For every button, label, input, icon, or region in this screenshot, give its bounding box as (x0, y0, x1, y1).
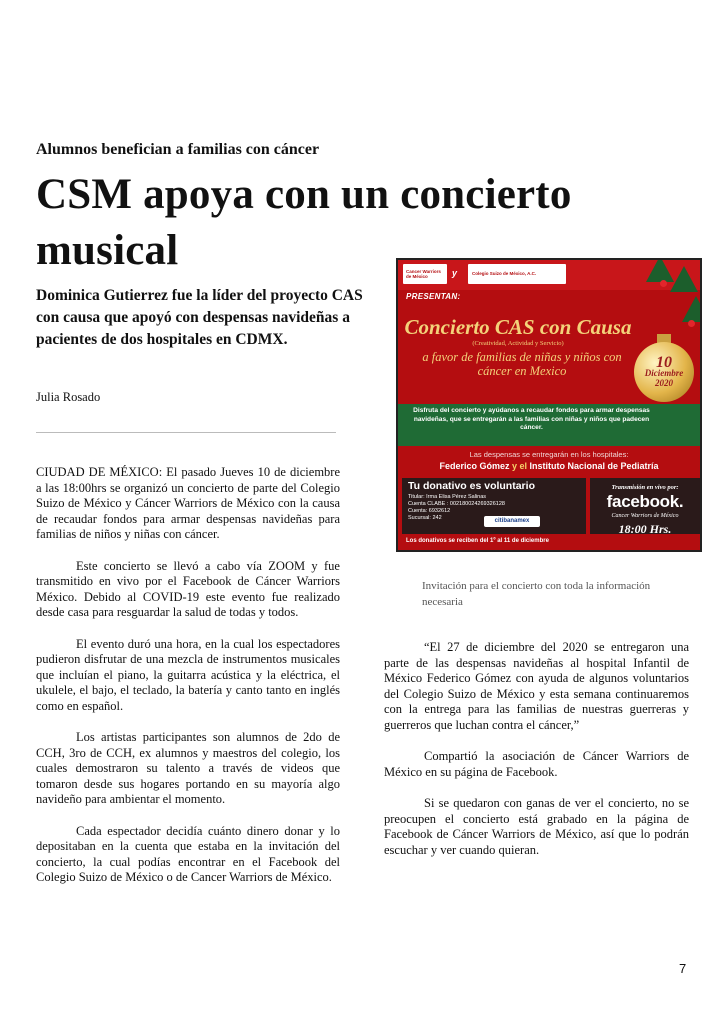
image-caption: Invitación para el concierto con toda la información necesaria (422, 580, 651, 608)
ornament-ball-icon (660, 280, 667, 287)
paragraph: Cada espectador decidía cuánto dinero donar y lo depositaban en la cuenta que estaba en la invitación del concierto, la cual podías encontrar en el Facebook del Colegio Suizo de México o de Cancer Warriors de México. (36, 823, 340, 884)
colegio-suizo-logo: Colegio Suizo de México, A.C. (468, 264, 566, 284)
article-byline: Julia Rosado (36, 390, 101, 404)
flyer-hospitals: Federico Gómez y el Instituto Nacional de Pediatría (439, 461, 659, 471)
cancer-warriors-logo: Cancer Warriors de México (403, 264, 447, 284)
stream-label: Transmisión en vivo por: (611, 484, 679, 491)
flyer-title: Concierto CAS con Causa (404, 315, 632, 339)
flyer-cause: a favor de familias de niñas y niños con cáncer en Mexico (422, 350, 622, 378)
flyer-date (634, 354, 694, 388)
paragraph: El evento duró una hora, en la cual los espectadores pudieron disfrutar de una mezcla de instrumentos musicales que incluían el piano, la guitarra acústica y la eléctrica, el ukulele, el bajo, el teclado, la batería y canto tanto en inglés como en español. (36, 636, 340, 713)
left-column (36, 465, 340, 902)
byline-divider (36, 432, 336, 433)
flyer-subtitle: (Creatividad, Actividad y Servicio) (472, 340, 564, 347)
donation-clabe: Cuenta CLABE : 002180024269326128 (408, 501, 505, 507)
paragraph: Este concierto se llevó a cabo vía ZOOM y fue transmitido en vivo por el Facebook de Cáncer Warriors México. Debido al COVID-19 este evento fue realizado desde casa para resguardar la salud de todas y todos. (36, 558, 340, 619)
article-deck: Dominica Gutierrez fue la líder del proyecto CAS con causa que apoyó con despensas navideñas a pacientes de dos hospitales en CDMX. (36, 287, 363, 348)
paragraph: CIUDAD DE MÉXICO: El pasado Jueves 10 de diciembre a las 18:00hrs se organizó un concierto de parte del Colegio Suizo de México y Cáncer Warriors de México con la causa de recaudar fondos para armar despensas navideñas para familias de niños y niñas con cáncer. (36, 465, 340, 541)
paragraph: Si se quedaron con ganas de ver el concierto, no se preocupen el concierto está grabado en la página de Facebook de Cáncer Warriors de México, así que lo podrán escuchar y ver cuando quieran. (384, 796, 689, 857)
donation-sucursal: Sucursal: 242 (408, 515, 442, 521)
flyer-hospitals-intro: Las despensas se entregarán en los hospitales: (469, 450, 629, 459)
ornament-ball-icon (688, 320, 695, 327)
donation-cuenta: Cuenta: 6932612 (408, 508, 451, 514)
date-day: 10 (656, 354, 672, 371)
citibanamex-logo: citibanamex (484, 516, 540, 527)
donation-title: Tu donativo es voluntario (408, 480, 535, 492)
donation-dates: Los donativos se reciben del 1º al 11 de diciembre (406, 538, 549, 544)
pine-branch-decoration (670, 266, 698, 292)
page-number: 7 (679, 961, 687, 976)
paragraph: “El 27 de diciembre del 2020 se entregaron una parte de las despensas navideñas al hospital Infantil de México Federico Gómez con ayuda de algunos voluntarios del Colegio Suizo de México y esta semana continuaremos con la entrega para las familias de nuestras guerreras y guerreros que luchan contra el cáncer,” (384, 640, 689, 732)
right-column (384, 640, 689, 874)
stream-channel: Cancer Warriors de México (611, 513, 679, 519)
paragraph: Compartió la asociación de Cáncer Warriors de México en su página de Facebook. (384, 749, 689, 779)
flyer-presentan: PRESENTAN: (406, 292, 461, 301)
donation-titular: Titular: Irma Elisa Pérez Salinas (408, 494, 487, 500)
concert-flyer-image (396, 258, 702, 552)
pine-branch-decoration (682, 296, 702, 322)
paragraph: Los artistas participantes son alumnos de 2do de CCH, 3ro de CCH, ex alumnos y maestros del colegio, los cuales demostraron su talento a través de videos que tomaron desde sus hogares portando en su mayoría algo navideño para ambientar el momento. (36, 730, 340, 806)
date-year: 2020 (655, 378, 673, 388)
flyer-invitation-text: Disfruta del concierto y ayúdanos a recaudar fondos para armar despensas navideñas, que se entregarán a las familias con niñas y niños que padecen cáncer. (413, 407, 650, 431)
stream-time: 18:00 Hrs. (618, 522, 672, 536)
facebook-logo: facebook. (606, 492, 684, 511)
date-month: Diciembre (644, 368, 684, 378)
flyer-conjunction: y (452, 268, 458, 278)
article-kicker: Alumnos benefician a familias con cáncer (36, 141, 320, 158)
article-headline: CSM apoya con un concierto musical (36, 171, 572, 274)
